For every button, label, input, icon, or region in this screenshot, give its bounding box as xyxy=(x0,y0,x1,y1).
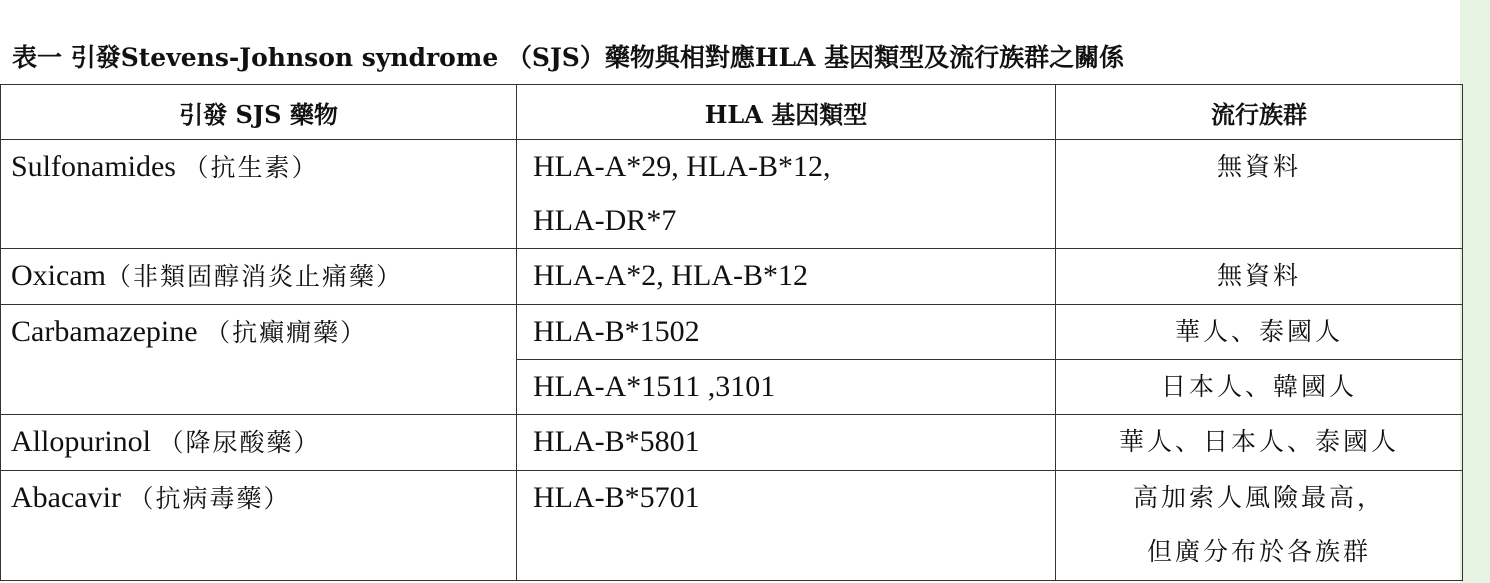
table-row xyxy=(1,140,1463,249)
hla-line: HLA-A*29, HLA-B*12, xyxy=(533,150,831,183)
table-row xyxy=(1,471,1463,581)
population-line: 華人、日本人、泰國人 xyxy=(1118,427,1399,456)
table-row xyxy=(1,249,1463,305)
hla-line: HLA-DR*7 xyxy=(533,204,677,237)
header-drug: 引發 SJS 藥物 xyxy=(1,85,517,140)
population-cell xyxy=(1056,415,1463,471)
drug-class-cn: （抗病毒藥） xyxy=(128,484,291,513)
table-row xyxy=(1,305,1463,360)
hla-line: HLA-B*1502 xyxy=(533,315,700,348)
population-line: 無資料 xyxy=(1216,261,1301,290)
header-row xyxy=(1,85,1463,140)
hla-line: HLA-A*2, HLA-B*12 xyxy=(533,259,808,292)
drug-cell xyxy=(1,415,517,471)
table-row xyxy=(1,415,1463,471)
table-caption: 表一 引發Stevens-Johnson syndrome （SJS）藥物與相對應HLA 基因類型及流行族群之關係 xyxy=(12,43,1125,72)
hla-line: HLA-B*5701 xyxy=(533,481,700,514)
hla-cell xyxy=(517,305,1056,360)
population-line: 但廣分布於各族群 xyxy=(1146,537,1371,566)
drug-name-en: Carbamazepine xyxy=(11,315,198,348)
drug-name-en: Abacavir xyxy=(11,481,121,514)
population-cell xyxy=(1056,140,1463,249)
population-line: 高加索人風險最高， xyxy=(1132,483,1385,512)
hla-line: HLA-A*1511 ,3101 xyxy=(533,370,776,403)
population-cell xyxy=(1056,305,1463,360)
population-cell xyxy=(1056,360,1463,415)
drug-class-cn: （非類固醇消炎止痛藥） xyxy=(105,262,403,291)
drug-class-cn: （降尿酸藥） xyxy=(158,428,321,457)
drug-cell xyxy=(1,249,517,305)
header-hla: HLA 基因類型 xyxy=(517,85,1056,140)
drug-class-cn: （抗生素） xyxy=(183,153,319,182)
hla-line: HLA-B*5801 xyxy=(533,425,700,458)
hla-cell xyxy=(517,415,1056,471)
drug-cell xyxy=(1,471,517,581)
hla-cell xyxy=(517,249,1056,305)
header-population: 流行族群 xyxy=(1056,85,1463,140)
hla-cell xyxy=(517,140,1056,249)
drug-class-cn: （抗癲癇藥） xyxy=(205,318,368,347)
hla-cell xyxy=(517,360,1056,415)
sjs-hla-table xyxy=(0,84,1463,581)
population-line: 日本人、韓國人 xyxy=(1160,372,1357,401)
drug-name-en: Allopurinol xyxy=(11,425,151,458)
drug-name-en: Sulfonamides xyxy=(11,150,176,183)
hla-cell xyxy=(517,471,1056,581)
population-line: 華人、泰國人 xyxy=(1174,317,1343,346)
population-cell xyxy=(1056,249,1463,305)
drug-cell xyxy=(1,305,517,415)
page-side-strip xyxy=(1460,0,1490,583)
drug-cell xyxy=(1,140,517,249)
population-cell xyxy=(1056,471,1463,581)
drug-name-en: Oxicam xyxy=(11,259,106,292)
population-line: 無資料 xyxy=(1216,152,1301,181)
